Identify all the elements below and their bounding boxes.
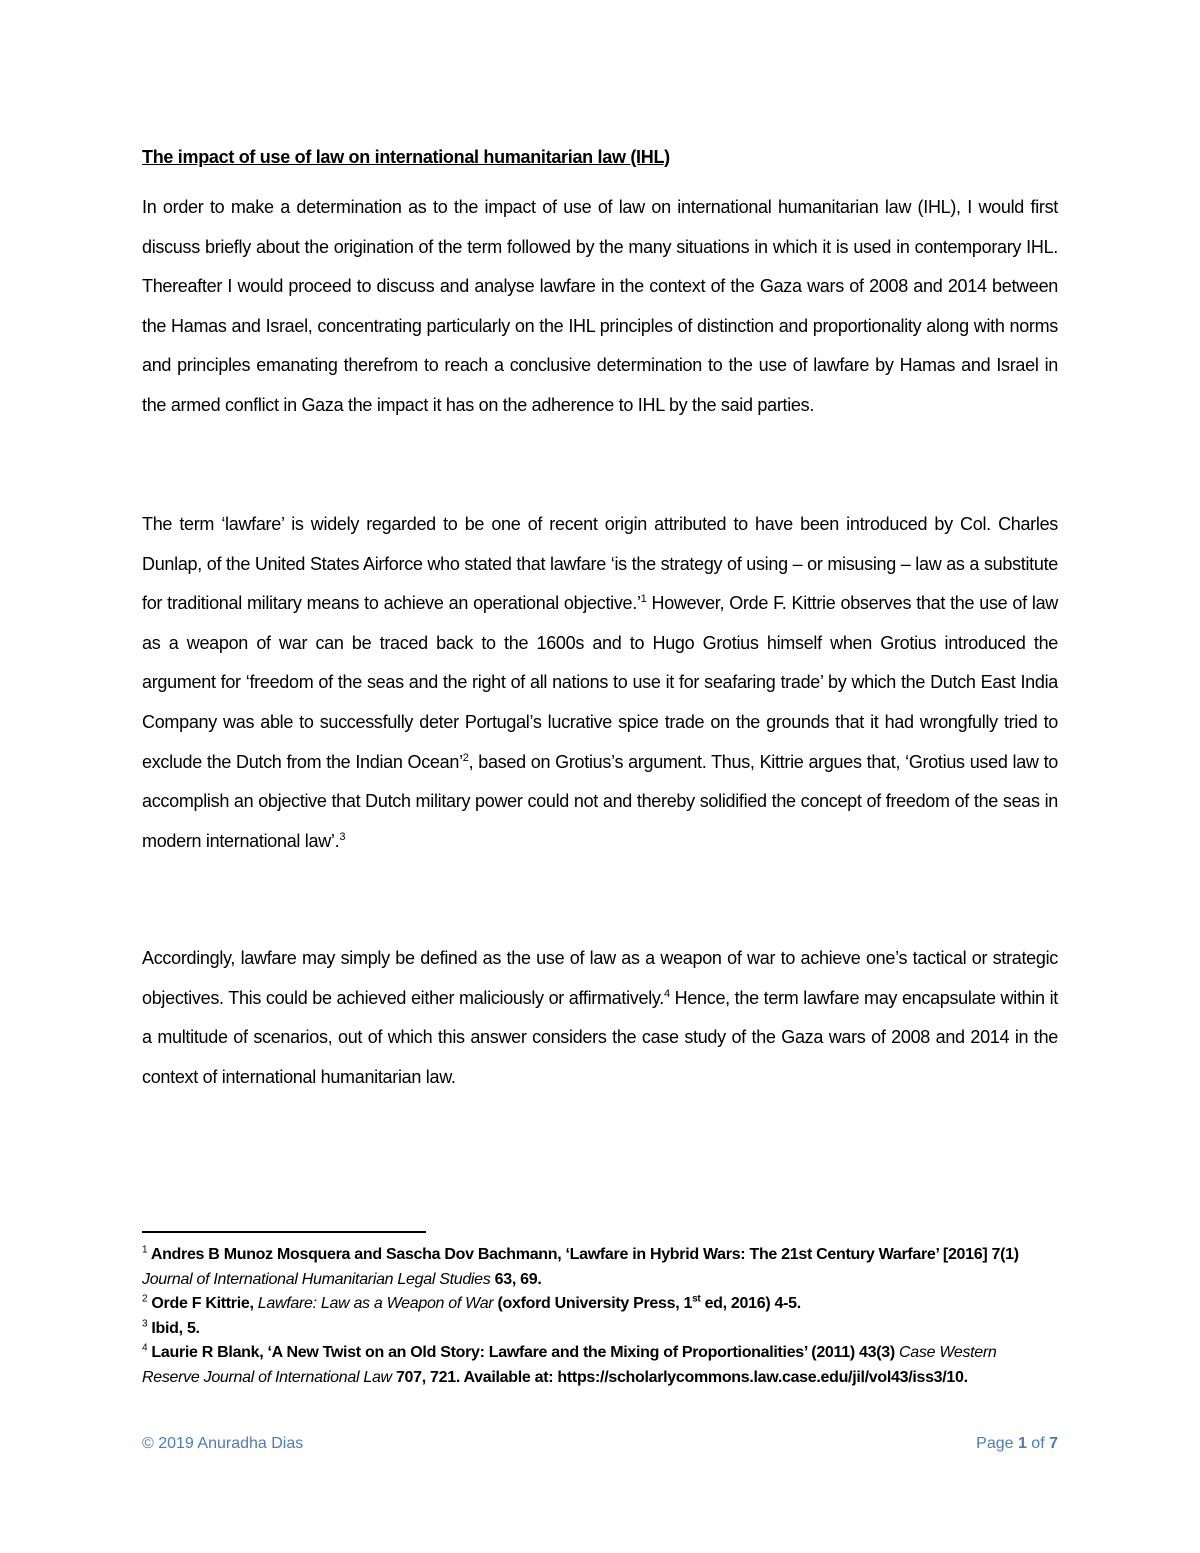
footnote-2: [142, 1292, 1058, 1317]
document-title: The impact of use of law on international humanitarian law (IHL): [142, 147, 670, 167]
page-current: 1: [1017, 1435, 1027, 1452]
footnote-text: Ibid, 5.: [147, 1319, 200, 1337]
footnote-3: [142, 1317, 1058, 1342]
page-of-label: of: [1026, 1435, 1050, 1452]
footnote-ordinal: st: [692, 1293, 701, 1305]
paragraph-text: However, Orde F. Kittrie observes that the use of law as a weapon of war can be traced back to the 1600s and to Hugo Grotius himself when Grotius introduced the argument for ‘freedom of the seas and the right of all nations to use it for seafaring trade’ by which the Dutch East India Company was able to successfully deter Portugal’s lucrative spice trade on the grounds that it had wrongfully tried to exclude the Dutch from the Indian Ocean’: [142, 593, 1058, 772]
footnote-text: Andres B Munoz Mosquera and Sascha Dov Bachmann, ‘Lawfare in Hybrid Wars: The 21st Century Warfare’ [2016] 7(1): [147, 1246, 1019, 1263]
footnote-text: 63, 69.: [490, 1270, 542, 1288]
footnote-ref-4: 4: [663, 987, 670, 1000]
footnote-text: ed, 2016) 4-5.: [700, 1295, 801, 1312]
page-label: Page: [976, 1435, 1018, 1452]
footnote-journal: Journal of International Humanitarian Legal Studies: [142, 1270, 491, 1288]
page-total: 7: [1049, 1435, 1058, 1452]
footnote-journal: Case Western Reserve Journal of International Law: [142, 1344, 997, 1386]
body-paragraph-3: [142, 939, 1058, 1097]
paragraph-text: In order to make a determination as to the impact of use of law on international humanitarian law (IHL), I would first discuss briefly about the origination of the term followed by the many situations in which it is used in contemporary IHL. Thereafter I would proceed to discuss and analyse lawfare in the context of the Gaza wars of 2008 and 2014 between the Hamas and Israel, concentrating particularly on the IHL principles of distinction and proportionality along with norms and principles emanating therefrom to reach a conclusive determination to the use of lawfare by Hamas and Israel in the armed conflict in Gaza the impact it has on the adherence to IHL by the said parties.: [142, 197, 1058, 415]
footnote-text: Orde F Kittrie,: [147, 1295, 258, 1312]
body-paragraph-1: [142, 188, 1058, 426]
paragraph-text: Accordingly, lawfare may simply be defined as the use of law as a weapon of war to achieve one’s tactical or strategic objectives. This could be achieved either maliciously or affirmatively.: [142, 948, 1058, 1008]
footnote-ref-2: 2: [462, 751, 469, 764]
footnote-4: [142, 1341, 1058, 1390]
footnote-number: 2: [142, 1293, 148, 1305]
body-paragraph-2: [142, 505, 1058, 861]
footnote-number: 4: [142, 1342, 148, 1354]
footnote-book-title: Lawfare: Law as a Weapon of War: [257, 1295, 494, 1312]
footnote-ref-3: 3: [339, 830, 346, 843]
paragraph-text: Hence, the term lawfare may encapsulate within it a multitude of scenarios, out of which this answer considers the case study of the Gaza wars of 2008 and 2014 in the context of international humanitarian law.: [142, 987, 1058, 1087]
footnote-ref-1: 1: [640, 593, 647, 606]
footnote-text: Laurie R Blank, ‘A New Twist on an Old Story: Lawfare and the Mixing of Proportionalities’ (2011) 43(3): [147, 1344, 900, 1361]
footnote-text: (oxford University Press, 1: [493, 1295, 693, 1312]
paragraph-text: , based on Grotius’s argument. Thus, Kittrie argues that, ‘Grotius used law to accomplish an objective that Dutch military power could not and thereby solidified the concept of freedom of the seas in modern international law’.: [142, 751, 1058, 851]
paragraph-text: The term ‘lawfare’ is widely regarded to be one of recent origin attributed to have been introduced by Col. Charles Dunlap, of the United States Airforce who stated that lawfare ‘is the strategy of using – or misusing – law as a substitute for traditional military means to achieve an operational objective.’: [142, 514, 1058, 614]
footnotes: [142, 1243, 1058, 1390]
footnote-separator: [142, 1231, 426, 1233]
copyright-notice: © 2019 Anuradha Dias: [142, 1435, 304, 1452]
footnote-number: 1: [142, 1244, 148, 1256]
page-number: [976, 1435, 1058, 1453]
footnote-1: [142, 1243, 1058, 1292]
footnote-number: 3: [142, 1318, 148, 1330]
footnote-text: 707, 721. Available at: https://scholarlycommons.law.case.edu/jil/vol43/iss3/10.: [391, 1368, 968, 1386]
page-footer: [142, 1435, 1058, 1459]
